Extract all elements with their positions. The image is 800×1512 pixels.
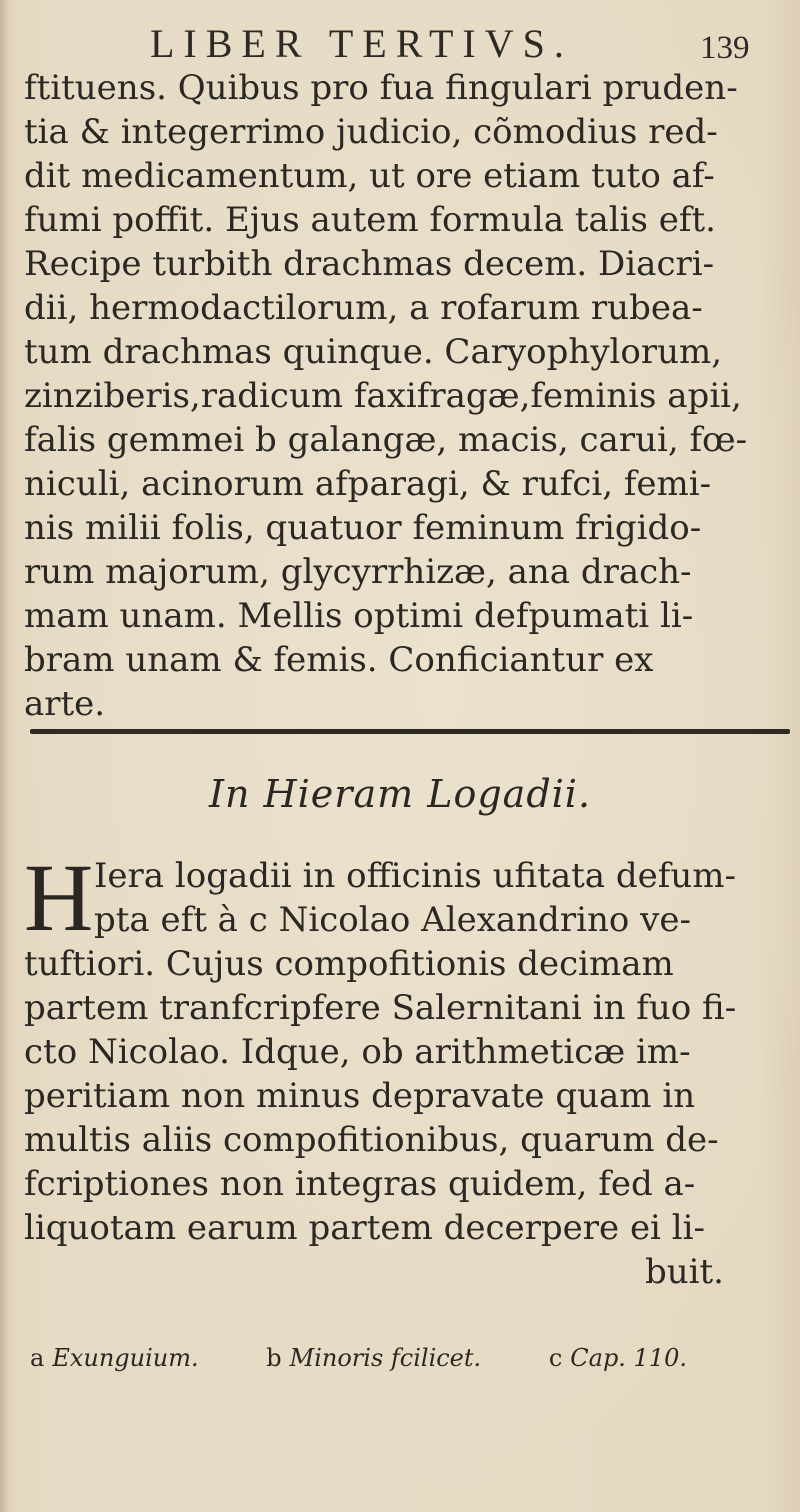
text-line: multis aliis compofitionibus, quarum de-: [24, 1120, 719, 1160]
text-line: Iera logadii in officinis ufitata defum-: [94, 856, 736, 896]
text-line: bram unam & femis. Conficiantur ex: [24, 640, 654, 680]
text-line: fcriptiones non integras quidem, fed a-: [24, 1164, 696, 1204]
footnote-b: [266, 1344, 481, 1372]
text-line: peritiam non minus depravate quam in: [24, 1076, 696, 1116]
text-line: nis milii folis, quatuor feminum frigido-: [24, 508, 702, 548]
text-line: zinziberis,radicum faxifragæ,feminis apii,: [24, 376, 742, 416]
footnote-mark: b: [266, 1344, 282, 1372]
page-gutter-shadow: [0, 0, 8, 1512]
text-line: dit medicamentum, ut ore etiam tuto af-: [24, 156, 715, 196]
text-line: fumi poffit. Ejus autem formula talis eft.: [24, 200, 716, 240]
footnote-text: Exunguium.: [52, 1344, 199, 1372]
running-head: LIBER TERTIVS.: [150, 21, 573, 66]
text-line: tia & integerrimo judicio, cõmodius red-: [24, 112, 718, 152]
text-line: niculi, acinorum afparagi, & rufci, femi-: [24, 464, 712, 504]
footnote-a: [30, 1344, 199, 1372]
text-line: liquotam earum partem decerpere ei li-: [24, 1208, 705, 1248]
text-line: buit.: [644, 1252, 724, 1292]
text-line: ftituens. Quibus pro fua fingulari pruden-: [24, 68, 738, 108]
footnote-mark: c: [548, 1344, 563, 1372]
text-line: arte.: [24, 684, 106, 724]
paragraph-recipe: [24, 66, 748, 726]
footnotes: [30, 1344, 770, 1372]
text-line: tuftiori. Cujus compofitionis decimam: [24, 944, 674, 984]
text-line: cto Nicolao. Idque, ob arithmeticæ im-: [24, 1032, 691, 1072]
page-number: 139: [700, 30, 750, 66]
footnote-text: Cap. 110.: [570, 1344, 687, 1372]
text-line: partem tranfcripfere Salernitani in fuo fi-: [24, 988, 737, 1028]
paragraph-hiera: [24, 844, 744, 1294]
text-line: Recipe turbith drachmas decem. Diacri-: [24, 244, 715, 284]
text-line: rum majorum, glycyrrhizæ, ana drach-: [24, 552, 692, 592]
text-line: mam unam. Mellis optimi defpumati li-: [24, 596, 694, 636]
text-line: dii, hermodactilorum, a rofarum rubea-: [24, 288, 703, 328]
horizontal-rule: [30, 729, 790, 734]
footnote-text: Minoris fcilicet.: [289, 1344, 482, 1372]
text-line: pta eft à c Nicolao Alexandrino ve-: [94, 900, 691, 940]
text-line: falis gemmei b galangæ, macis, carui, fœ-: [24, 420, 748, 460]
footnote-c: [549, 1344, 687, 1372]
text-line: tum drachmas quinque. Caryophylorum,: [24, 332, 723, 372]
section-heading: In Hieram Logadii.: [208, 772, 592, 816]
drop-cap-initial: H: [24, 844, 94, 951]
footnote-mark: a: [30, 1344, 45, 1372]
